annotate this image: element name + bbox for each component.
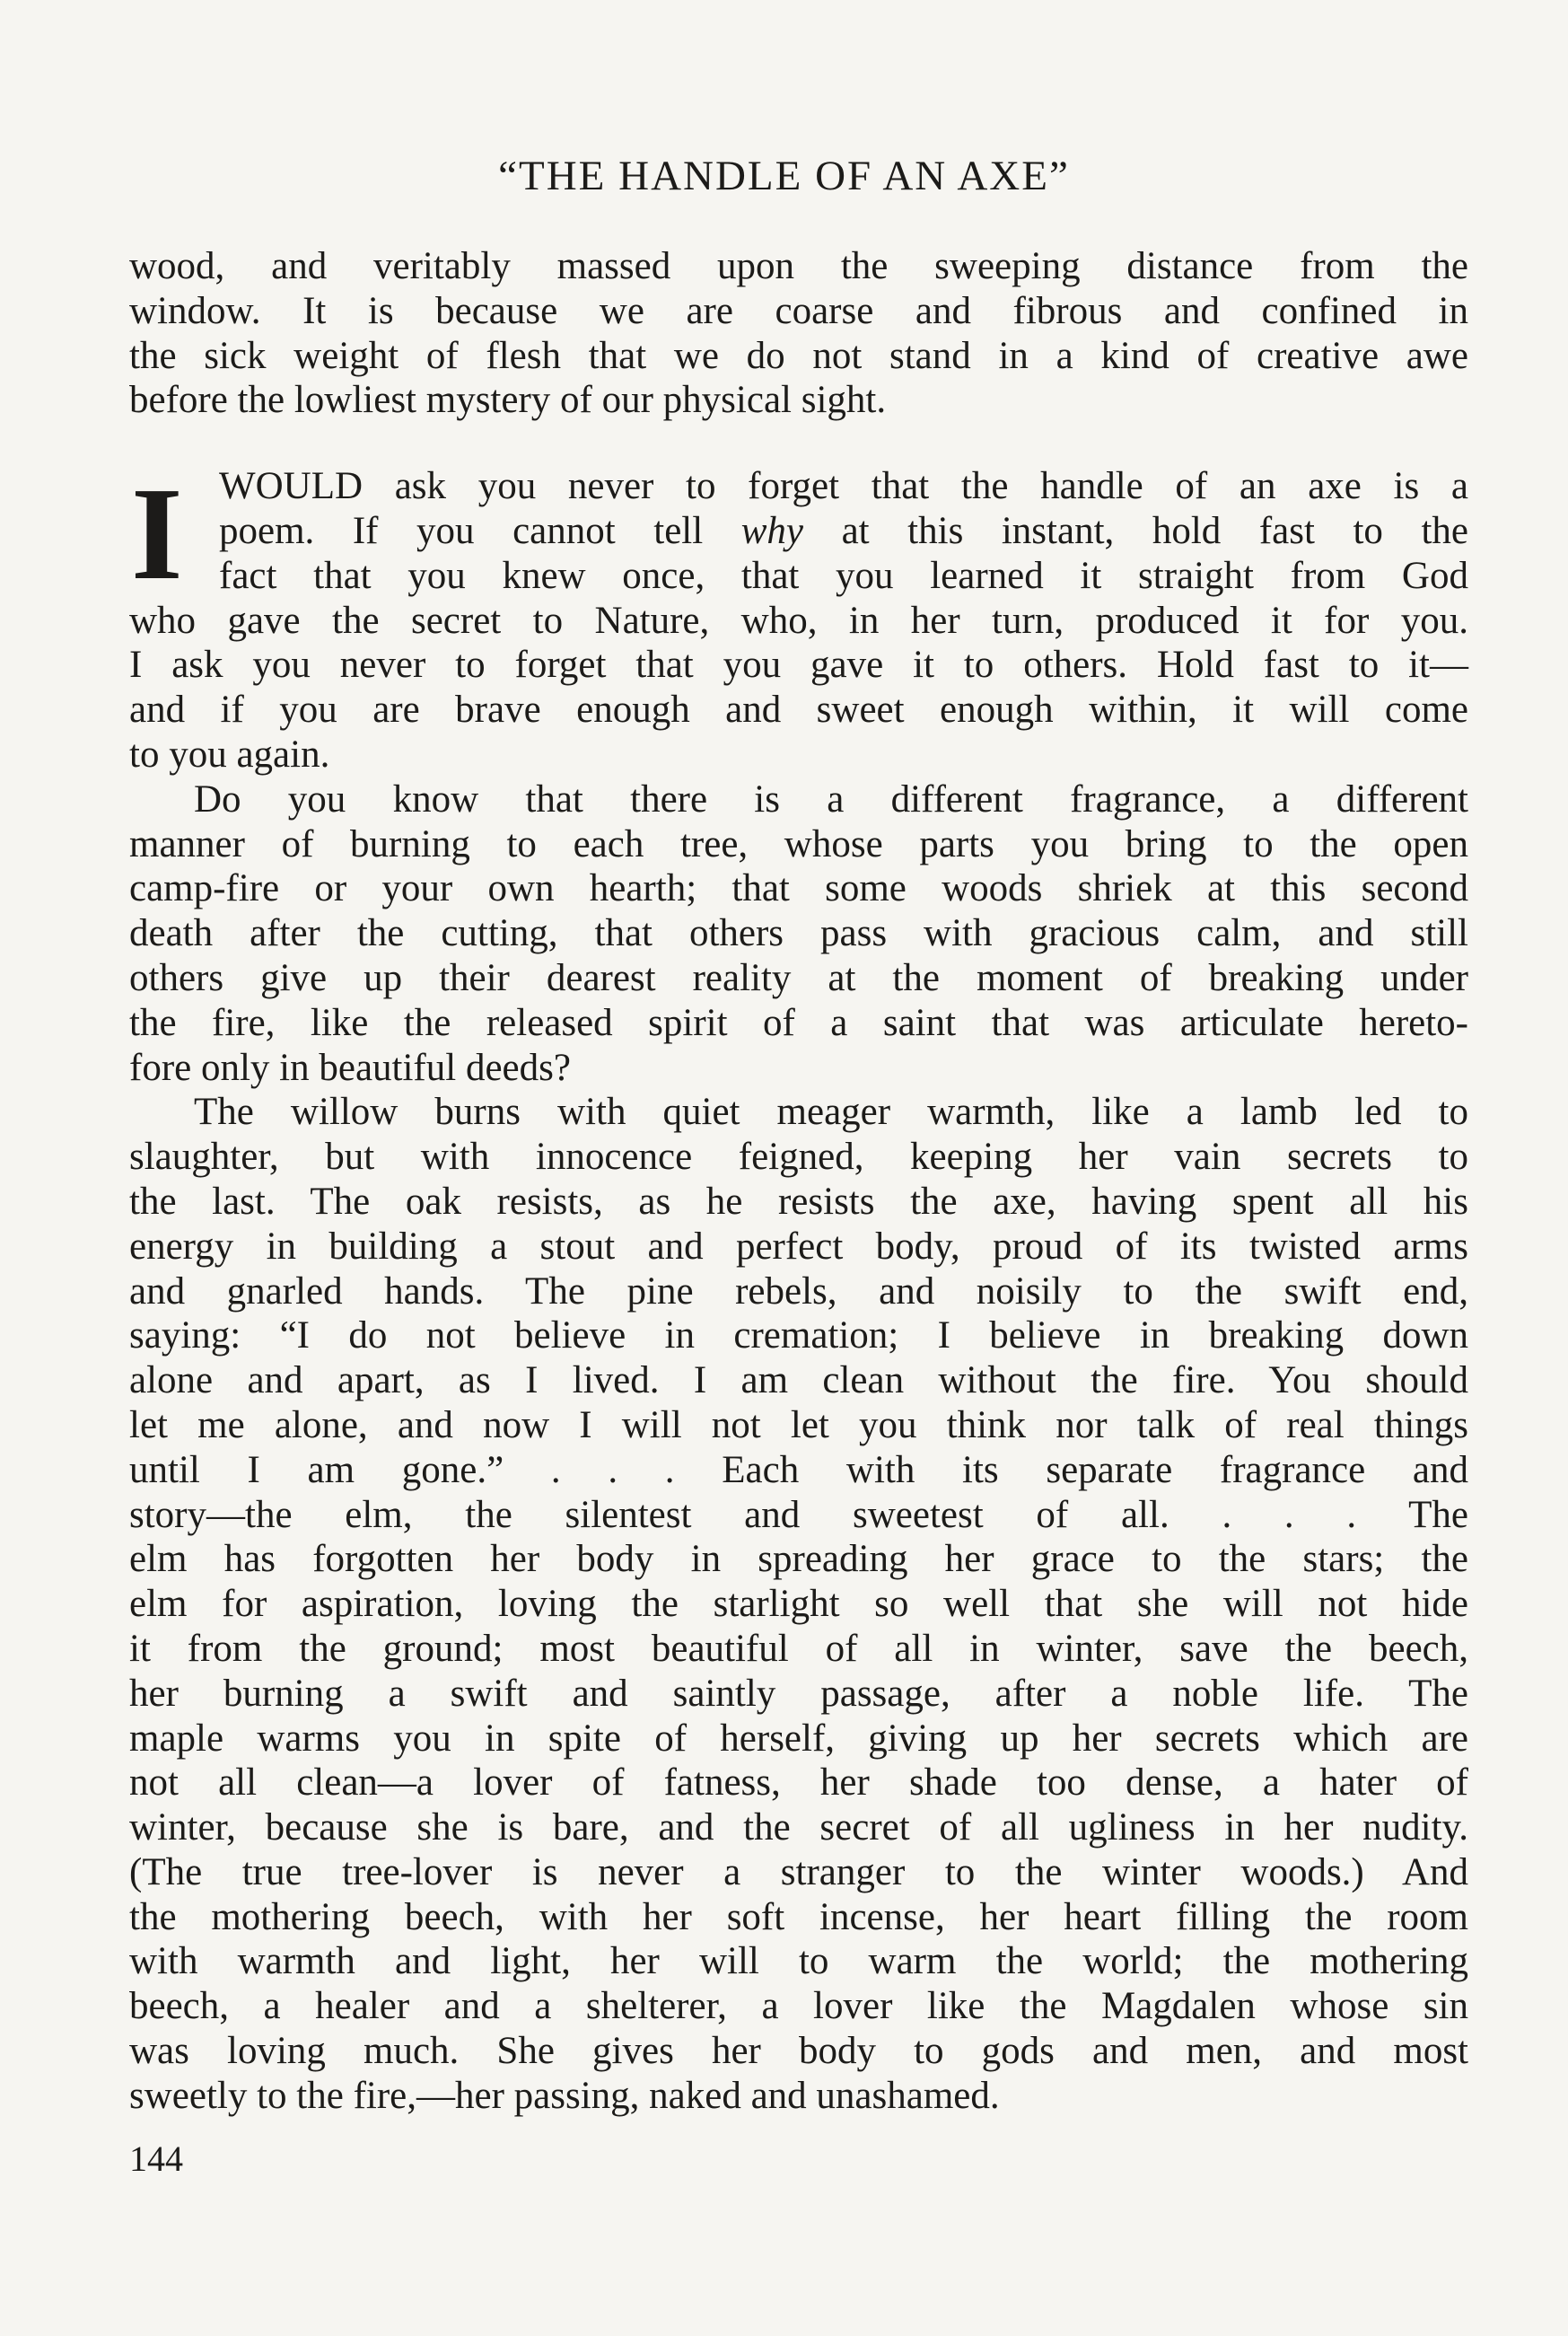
text-line: manner of burning to each tree, whose parts you bring to the open bbox=[129, 822, 1468, 865]
text-line: The willow burns with quiet meager warmth, like a lamb led to bbox=[194, 1091, 1468, 1134]
text-line: (The true tree-lover is never a stranger to the winter woods.) And bbox=[129, 1850, 1468, 1893]
text-line: maple warms you in spite of herself, giving up her secrets which are bbox=[129, 1717, 1468, 1760]
text-line: the sick weight of flesh that we do not stand in a kind of creative awe bbox=[129, 334, 1468, 377]
text-line: others give up their dearest reality at the moment of breaking under bbox=[129, 956, 1468, 999]
text-line: death after the cutting, that others pass with gracious calm, and still bbox=[129, 912, 1468, 955]
text-line: poem. If you cannot tell why at this instant, hold fast to the bbox=[219, 509, 1468, 552]
text-line: slaughter, but with innocence feigned, keeping her vain secrets to bbox=[129, 1136, 1468, 1179]
text-line: elm for aspiration, loving the starlight so well that she will not hide bbox=[129, 1583, 1468, 1626]
paragraph bbox=[129, 777, 1468, 1091]
emphasis: why bbox=[740, 509, 804, 552]
text-line: the fire, like the released spirit of a saint that was articulate hereto- bbox=[129, 1001, 1468, 1044]
text-line: elm has forgotten her body in spreading her grace to the stars; the bbox=[129, 1538, 1468, 1581]
paragraph-continuation bbox=[129, 244, 1468, 423]
text-line: who gave the secret to Nature, who, in her turn, produced it for you. bbox=[129, 599, 1468, 642]
page-number: 144 bbox=[129, 2138, 183, 2179]
text-line: before the lowliest mystery of our physical sight. bbox=[129, 379, 887, 422]
text-line: Do you know that there is a different fragrance, a different bbox=[194, 777, 1468, 821]
text-line: camp-fire or your own hearth; that some woods shriek at this second bbox=[129, 867, 1468, 910]
text-line: fact that you knew once, that you learned it straight from God bbox=[219, 554, 1468, 597]
text-line: with warmth and light, her will to warm the world; the mothering bbox=[129, 1940, 1468, 1983]
text-line: and gnarled hands. The pine rebels, and noisily to the swift end, bbox=[129, 1269, 1468, 1313]
text-line: not all clean—a lover of fatness, her shade too dense, a hater of bbox=[129, 1761, 1468, 1805]
text-line: to you again. bbox=[129, 733, 330, 776]
text-line: wood, and veritably massed upon the sweeping distance from the bbox=[129, 245, 1468, 287]
text-line: the mothering beech, with her soft incense, her heart filling the room bbox=[129, 1895, 1468, 1938]
text-line: alone and apart, as I lived. I am clean without the fire. You should bbox=[129, 1359, 1468, 1402]
running-head: “THE HANDLE OF AN AXE” bbox=[498, 153, 1070, 199]
body-text bbox=[129, 244, 1468, 2119]
text-line: I ask you never to forget that you gave it to others. Hold fast to it— bbox=[129, 644, 1468, 687]
text-line: was loving much. She gives her body to gods and men, and most bbox=[129, 2030, 1468, 2073]
text-line: WOULD ask you never to forget that the handle of an axe is a bbox=[219, 465, 1468, 508]
text-line: let me alone, and now I will not let you think nor talk of real things bbox=[129, 1403, 1468, 1446]
text-line: energy in building a stout and perfect body, proud of its twisted arms bbox=[129, 1225, 1468, 1268]
paragraph bbox=[129, 1090, 1468, 2118]
text-line: fore only in beautiful deeds? bbox=[129, 1046, 571, 1089]
text-line: winter, because she is bare, and the secret of all ugliness in her nudity. bbox=[129, 1806, 1468, 1849]
text-line: the last. The oak resists, as he resists the axe, having spent all his bbox=[129, 1180, 1468, 1223]
text-line: story—the elm, the silentest and sweetest of all. . . . The bbox=[129, 1493, 1468, 1536]
text-line: and if you are brave enough and sweet enough within, it will come bbox=[129, 689, 1468, 732]
text-line: it from the ground; most beautiful of all in winter, save the beech, bbox=[129, 1627, 1468, 1670]
drop-cap: I bbox=[131, 461, 183, 609]
paragraph-drop-cap bbox=[129, 461, 1468, 777]
text-line: beech, a healer and a shelterer, a lover like the Magdalen whose sin bbox=[129, 1985, 1468, 2028]
text-line: until I am gone.” . . . Each with its separate fragrance and bbox=[129, 1448, 1468, 1491]
section-break bbox=[129, 423, 1468, 464]
text-line: saying: “I do not believe in cremation; I believe in breaking down bbox=[129, 1314, 1468, 1357]
text-line: window. It is because we are coarse and fibrous and confined in bbox=[129, 289, 1468, 332]
text-line: her burning a swift and saintly passage, after a noble life. The bbox=[129, 1672, 1468, 1715]
text-line: sweetly to the fire,—her passing, naked and unashamed. bbox=[129, 2074, 1000, 2117]
